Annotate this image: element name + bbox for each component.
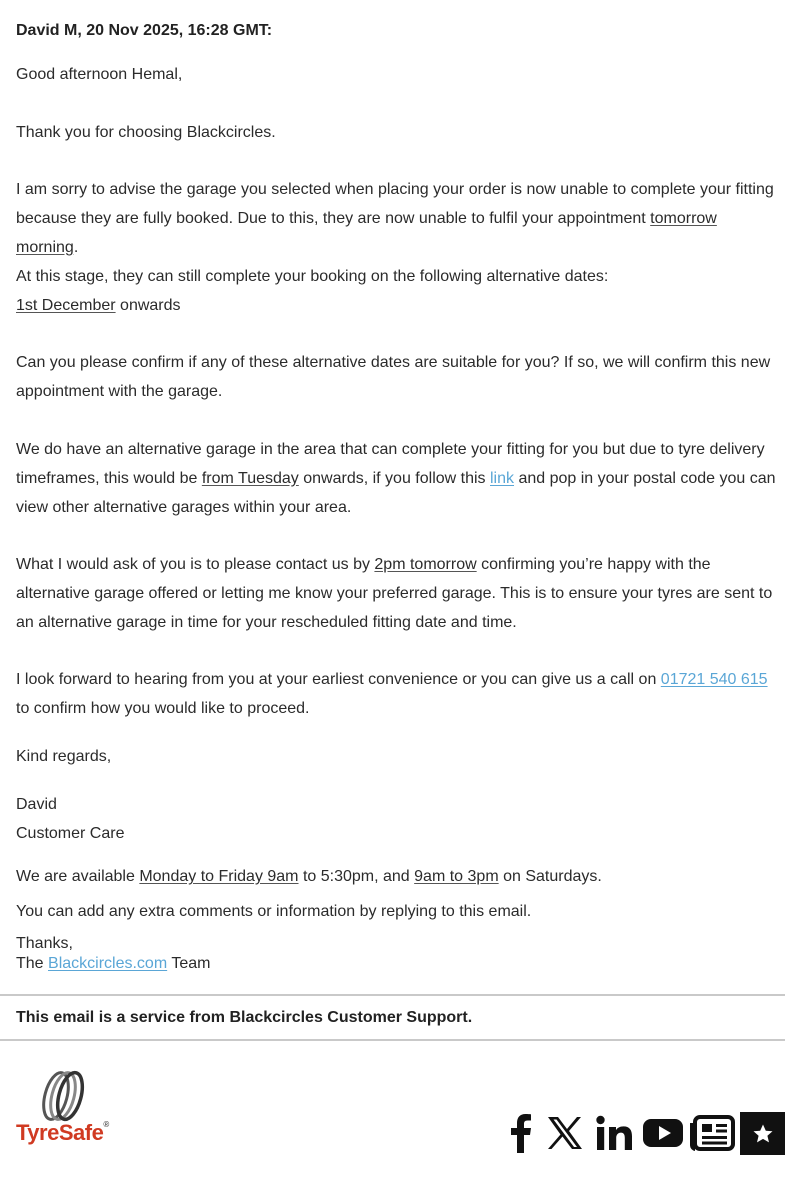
paragraph-alternative-dates: [16, 263, 777, 321]
paragraph-text: confirming you’re happy with the alternative garage offered or letting me know your preferred garage. This is to ensure your tyres are sent to an alternative garage in time for your rescheduled fitting date and time.: [16, 556, 773, 631]
paragraph-contact-deadline: [16, 551, 777, 637]
logo-wordmark: TyreSafe®: [16, 1120, 109, 1145]
x-icon[interactable]: [545, 1110, 585, 1156]
tyre-icon: [32, 1070, 92, 1126]
tyresafe-logo: [14, 1070, 114, 1150]
blackcircles-link[interactable]: Blackcircles.com: [48, 955, 168, 972]
deadline-time: 2pm tomorrow: [374, 556, 477, 573]
paragraph-text: Team: [167, 955, 211, 972]
availability-line: [16, 863, 777, 892]
thanks-text: Thanks,: [16, 935, 73, 952]
paragraph-text: I am sorry to advise the garage you selected when placing your order is now unable to complete your fitting because they are fully booked. Due to this, they are now unable to fulfil your appointment: [16, 181, 774, 227]
phone-link[interactable]: 01721 540 615: [660, 671, 768, 688]
paragraph-text: on Saturdays.: [498, 868, 602, 885]
sender-line: David M, 20 Nov 2025, 16:28 GMT:: [16, 22, 273, 39]
team-sign-off: [16, 934, 777, 974]
alternative-date: 1st December: [16, 296, 116, 314]
paragraph-call-us: [16, 666, 777, 724]
paragraph-text: What I would ask of you is to please contact us by: [16, 556, 375, 573]
greeting: Good afternoon Hemal,: [16, 66, 183, 83]
paragraph-text: We are available: [16, 868, 140, 885]
youtube-icon[interactable]: [642, 1110, 684, 1156]
signature-name: David: [16, 796, 57, 813]
paragraph-text: onwards: [115, 296, 181, 314]
signature: [16, 791, 777, 849]
paragraph-alternative-garage: [16, 436, 777, 522]
thanks-line: Thank you for choosing Blackcircles.: [16, 124, 276, 141]
paragraph-text: and pop in your postal code you can view other alternative garages within your area.: [16, 469, 776, 516]
paragraph-text: .: [73, 238, 79, 256]
paragraph-confirm: Can you please confirm if any of these alternative dates are suitable for you? If so, we will confirm this new appointment with the garage.: [16, 354, 771, 400]
star-review-icon[interactable]: [740, 1112, 785, 1155]
divider: [0, 1039, 785, 1041]
paragraph-text: to confirm how you would like to proceed.: [16, 699, 310, 717]
paragraph-text: The: [16, 955, 49, 972]
appointment-time: tomorrow morning: [16, 209, 717, 256]
paragraph-garage-unavailable: [16, 176, 777, 262]
paragraph-text: I look forward to hearing from you at your earliest convenience or you can give us a call on: [16, 671, 661, 688]
paragraph-text: to 5:30pm, and: [298, 868, 415, 885]
service-note: This email is a service from Blackcircles Customer Support.: [16, 1009, 473, 1026]
linkedin-icon[interactable]: [594, 1110, 636, 1156]
sign-off: Kind regards,: [16, 748, 112, 765]
paragraph-text: We do have an alternative garage in the area that can complete your fitting for you but due to tyre delivery timeframes, this would be: [16, 441, 765, 487]
paragraph-text: At this stage, they can still complete your booking on the following alternative dates:: [16, 268, 609, 285]
delivery-date: from Tuesday: [201, 469, 299, 487]
weekday-hours: Monday to Friday 9am: [139, 868, 299, 885]
signature-role: Customer Care: [16, 824, 125, 842]
facebook-icon[interactable]: [505, 1110, 537, 1156]
garage-finder-link[interactable]: link: [490, 469, 515, 487]
news-icon[interactable]: [688, 1110, 736, 1156]
divider: [0, 994, 785, 996]
saturday-hours: 9am to 3pm: [414, 868, 499, 885]
paragraph-text: onwards, if you follow this: [298, 469, 490, 487]
comments-line: You can add any extra comments or information by replying to this email.: [16, 903, 532, 920]
